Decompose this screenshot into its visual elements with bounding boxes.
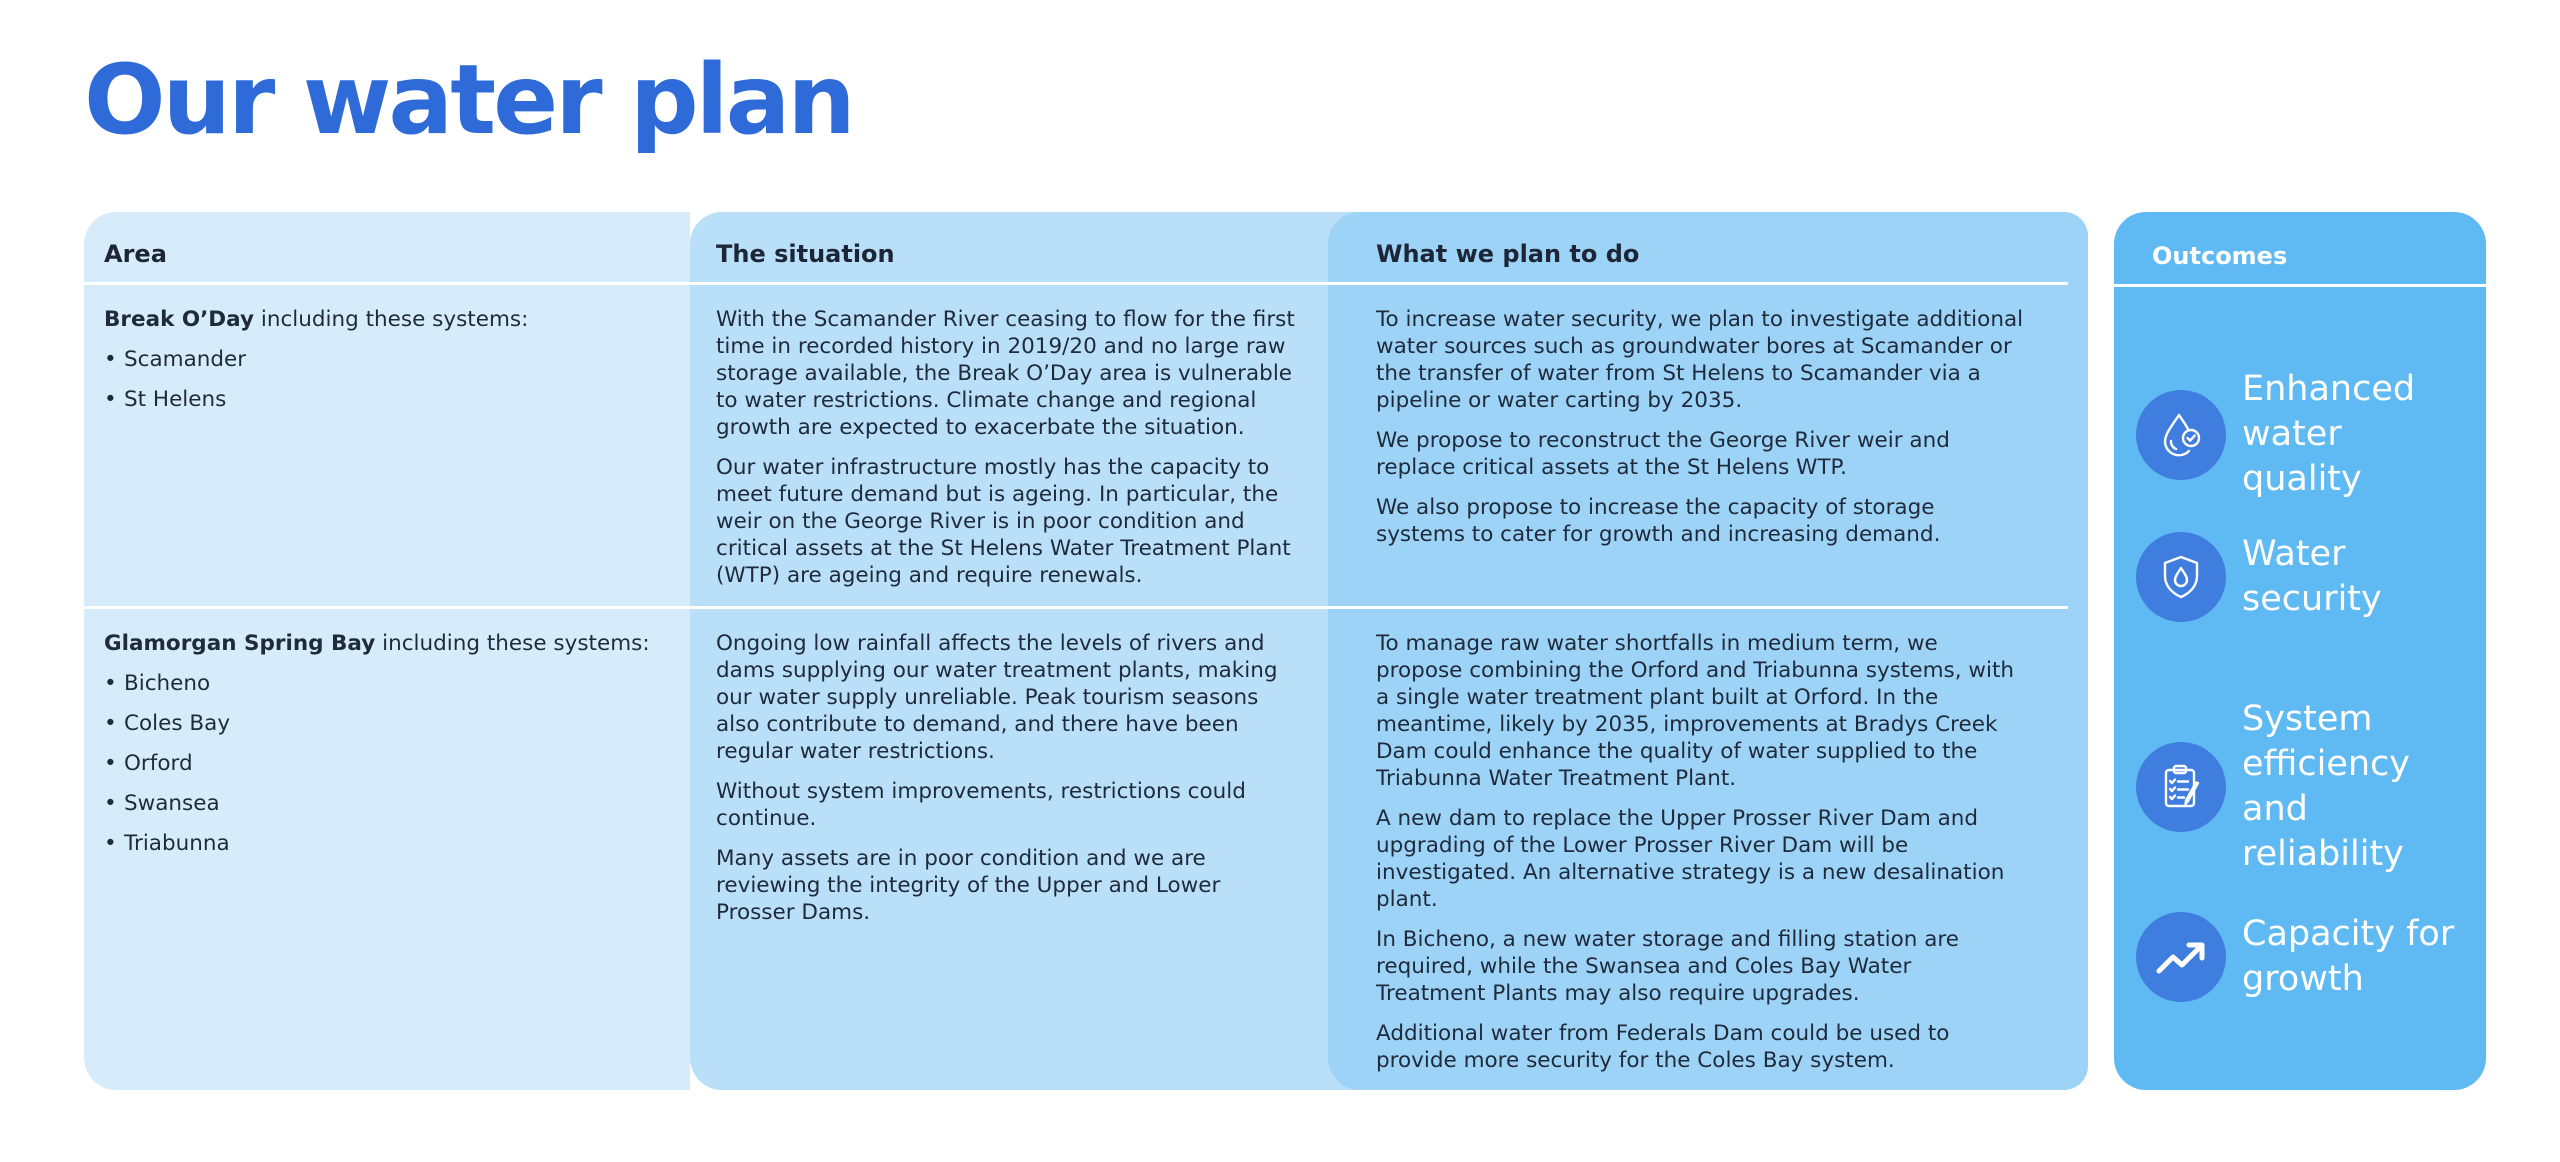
area-name: Break O’Day bbox=[104, 307, 255, 332]
paragraph: We propose to reconstruct the George River weir and replace critical assets at the St Helens WTP. bbox=[1376, 428, 1950, 480]
plan-cell-break-oday bbox=[1376, 306, 2026, 561]
header-situation: The situation bbox=[716, 240, 895, 268]
outcome-system-efficiency bbox=[2136, 697, 2472, 877]
list-item: • Swansea bbox=[104, 790, 664, 817]
list-item: • Orford bbox=[104, 750, 664, 777]
header-divider bbox=[84, 282, 2068, 285]
shield-drop-icon bbox=[2136, 532, 2226, 622]
water-drop-check-icon bbox=[2136, 390, 2226, 480]
paragraph: Without system improvements, restrictions could continue. bbox=[716, 779, 1246, 831]
page-title: Our water plan bbox=[84, 44, 853, 156]
paragraph: Ongoing low rainfall affects the levels of rivers and dams supplying our water treatment plants, making our water supply unreliable. Peak tourism seasons also contribute to demand, and there have been regular water restrictions. bbox=[716, 631, 1278, 764]
plan-cell-glamorgan-spring-bay bbox=[1376, 630, 2026, 1087]
outcome-label: Water security bbox=[2242, 534, 2382, 619]
systems-list bbox=[104, 670, 664, 857]
outcome-water-security bbox=[2136, 532, 2472, 622]
area-suffix: including these systems: bbox=[375, 631, 650, 656]
area-cell-break-oday bbox=[104, 306, 664, 413]
area-name: Glamorgan Spring Bay bbox=[104, 631, 376, 656]
outcomes-header: Outcomes bbox=[2152, 242, 2288, 270]
header-area: Area bbox=[104, 240, 167, 268]
paragraph: To manage raw water shortfalls in medium term, we propose combining the Orford and Triabunna systems, with a single water treatment plant built at Orford. In the meantime, likely by 2035, improvements at Bradys Creek Dam could enhance the quality of water supplied to the Triabunna Water Treatment Plant. bbox=[1376, 631, 2015, 791]
list-item: • Coles Bay bbox=[104, 710, 664, 737]
list-item: • St Helens bbox=[104, 386, 664, 413]
paragraph: Our water infrastructure mostly has the capacity to meet future demand but is ageing. In particular, the weir on the George River is in poor condition and critical assets at the St Helens Water Treatment Plant (WTP) are ageing and require renewals. bbox=[716, 455, 1291, 588]
outcome-label: Capacity for growth bbox=[2242, 914, 2455, 999]
list-item: • Bicheno bbox=[104, 670, 664, 697]
trend-up-arrow-icon bbox=[2136, 912, 2226, 1002]
paragraph: Many assets are in poor condition and we are reviewing the integrity of the Upper and Lower Prosser Dams. bbox=[716, 846, 1221, 925]
outcome-enhanced-water-quality bbox=[2136, 367, 2472, 502]
clipboard-checklist-icon bbox=[2136, 742, 2226, 832]
water-plan-table bbox=[84, 212, 2088, 1090]
outcome-label: System efficiency and reliability bbox=[2242, 699, 2411, 874]
area-cell-glamorgan-spring-bay bbox=[104, 630, 664, 857]
situation-cell-break-oday bbox=[716, 306, 1298, 602]
outcomes-panel bbox=[2114, 212, 2486, 1090]
situation-cell-glamorgan-spring-bay bbox=[716, 630, 1298, 939]
area-suffix: including these systems: bbox=[254, 307, 529, 332]
header-plan: What we plan to do bbox=[1376, 240, 1640, 268]
list-item: • Scamander bbox=[104, 346, 664, 373]
paragraph: Additional water from Federals Dam could be used to provide more security for the Coles Bay system. bbox=[1376, 1021, 1950, 1073]
row-divider bbox=[84, 606, 2068, 609]
outcome-label: Enhanced water quality bbox=[2242, 369, 2416, 499]
paragraph: A new dam to replace the Upper Prosser River Dam and upgrading of the Lower Prosser River Dam will be investigated. An alternative strategy is a new desalination plant. bbox=[1376, 806, 2005, 912]
systems-list bbox=[104, 346, 664, 413]
paragraph: To increase water security, we plan to investigate additional water sources such as groundwater bores at Scamander or the transfer of water from St Helens to Scamander via a pipeline or water carting by 2035. bbox=[1376, 307, 2024, 413]
list-item: • Triabunna bbox=[104, 830, 664, 857]
outcome-capacity-for-growth bbox=[2136, 912, 2472, 1002]
paragraph: In Bicheno, a new water storage and filling station are required, while the Swansea and Coles Bay Water Treatment Plants may also require upgrades. bbox=[1376, 927, 1959, 1006]
paragraph: We also propose to increase the capacity of storage systems to cater for growth and increasing demand. bbox=[1376, 495, 1941, 547]
paragraph: With the Scamander River ceasing to flow for the first time in recorded history in 2019/20 and no large raw storage available, the Break O’Day area is vulnerable to water restrictions. Climate change and regional growth are expected to exacerbate the situation. bbox=[716, 307, 1295, 440]
outcomes-divider bbox=[2114, 284, 2486, 287]
